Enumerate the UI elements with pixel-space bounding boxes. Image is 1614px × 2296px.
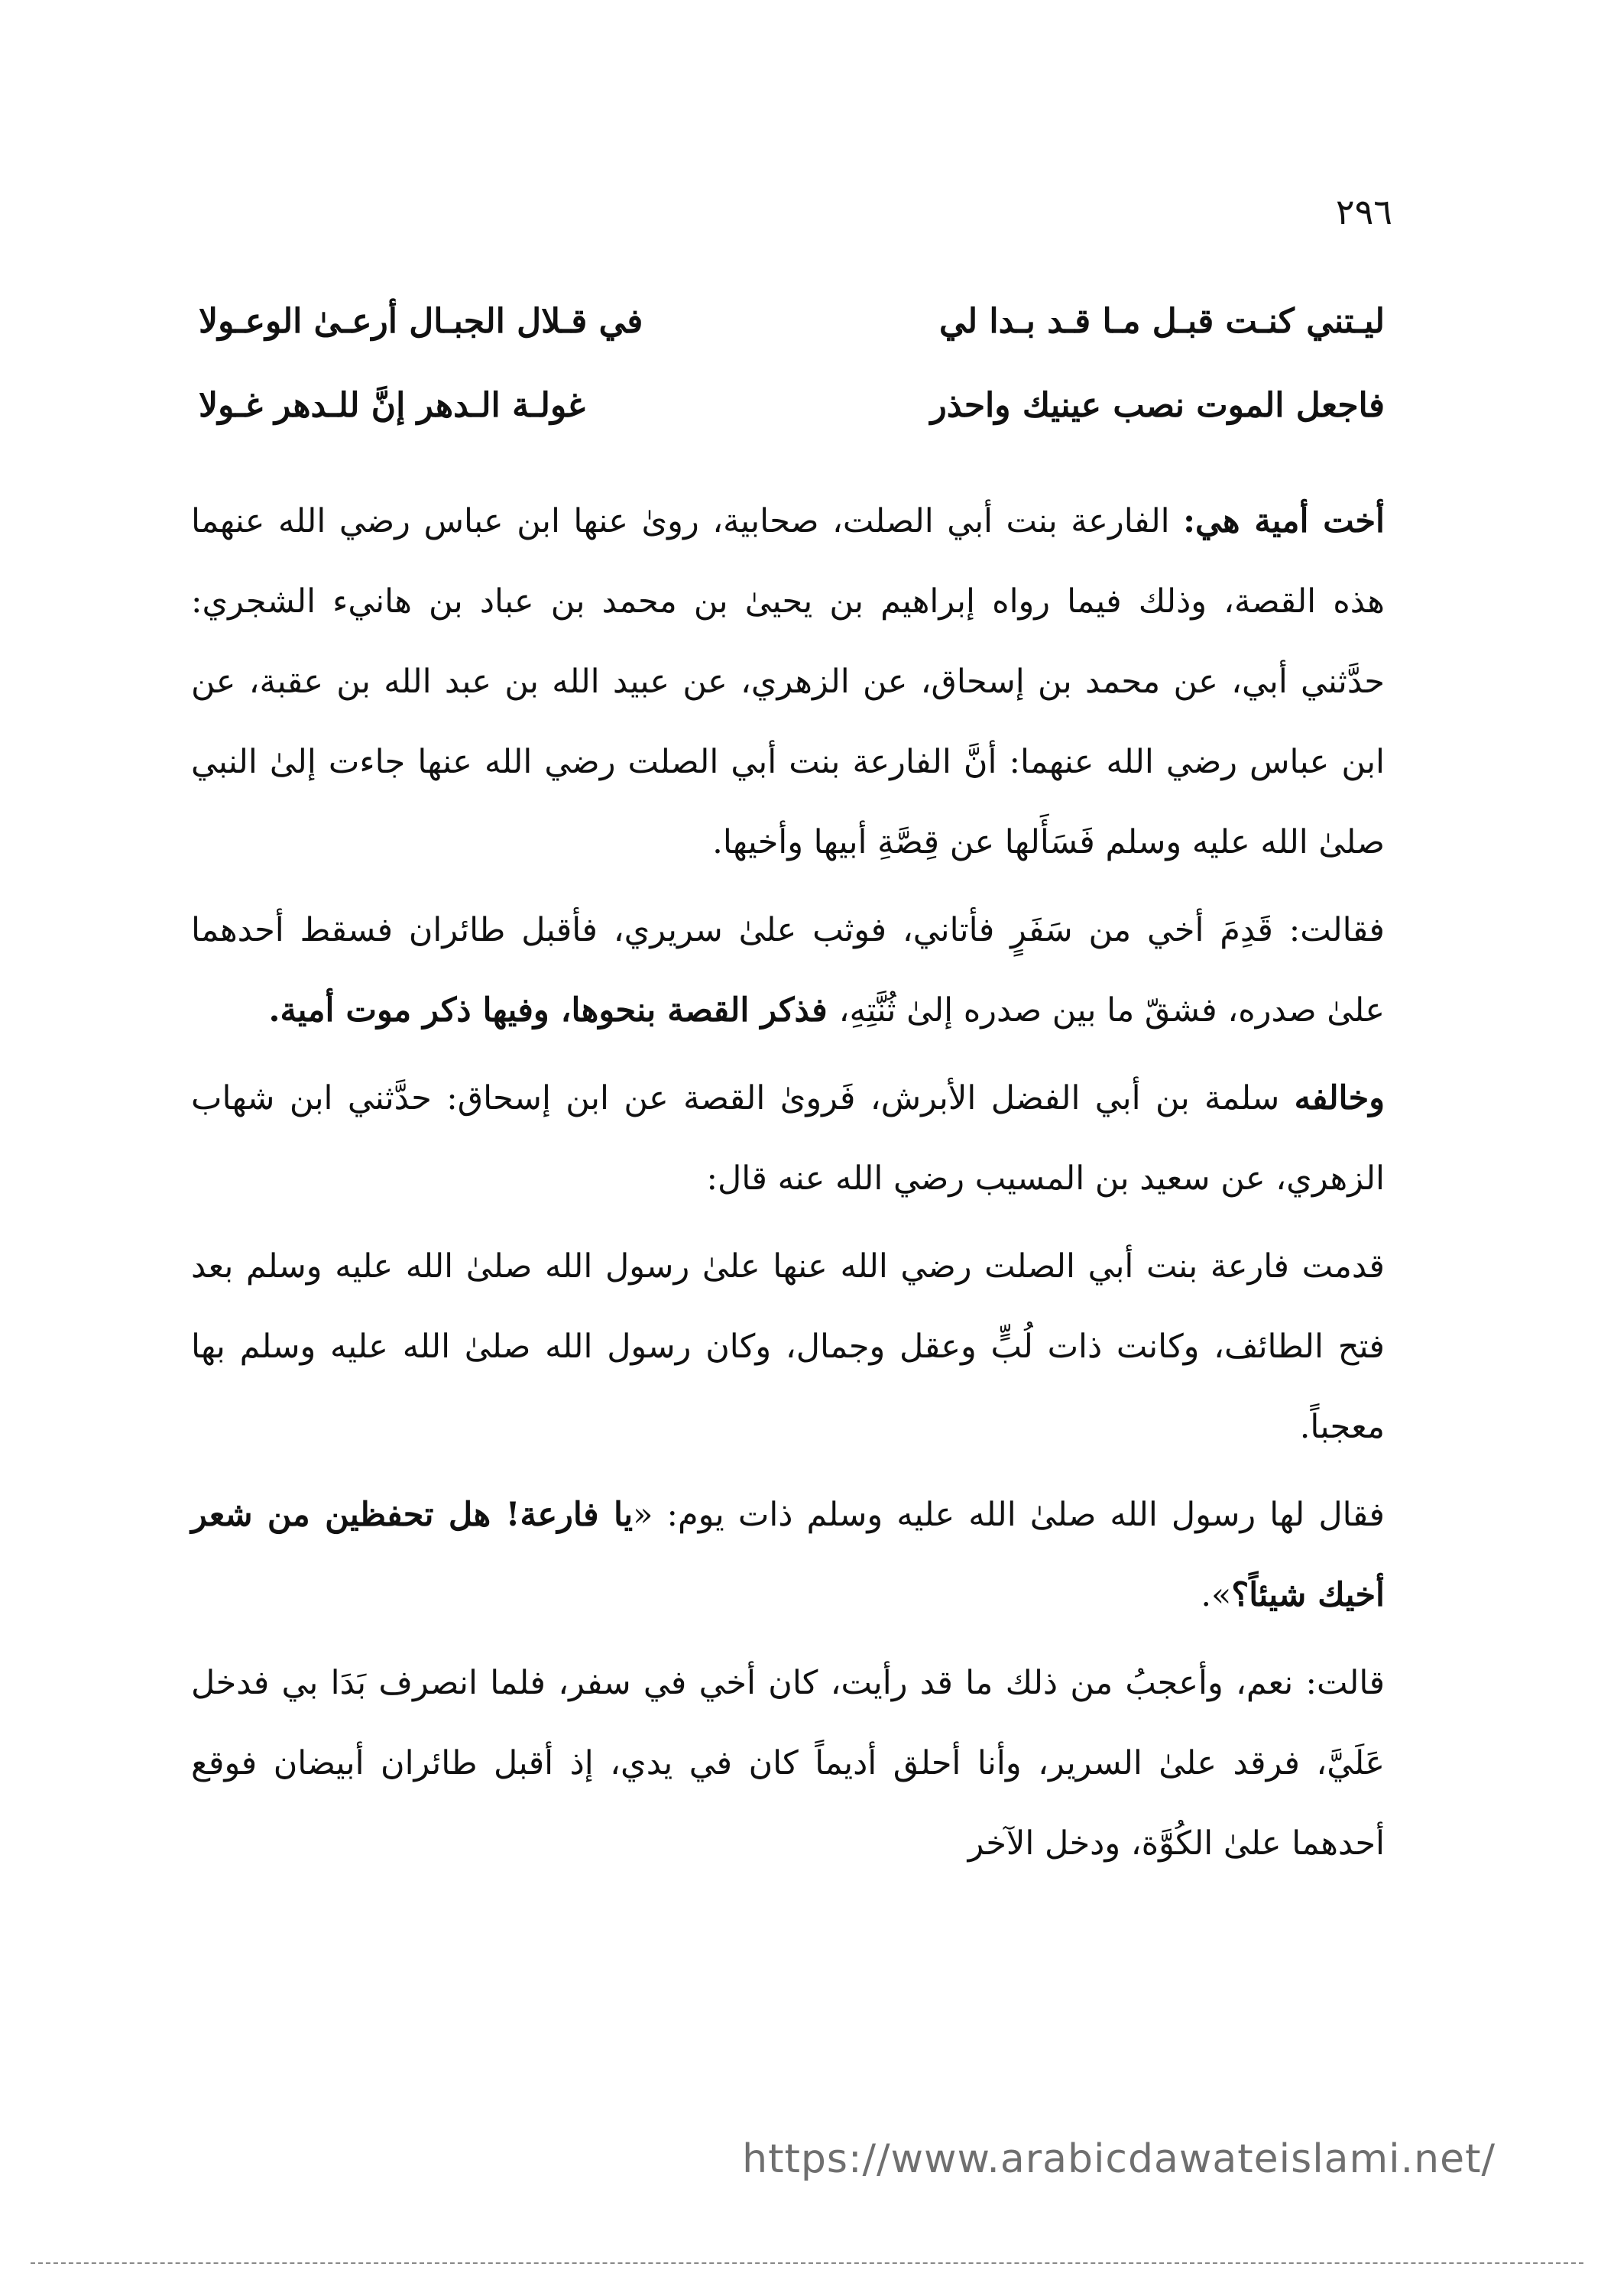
paragraph-2 bbox=[191, 890, 1385, 1051]
verse-2-first-hemistich: فاجعل الموت نصب عينيك واحذر bbox=[930, 386, 1385, 425]
paragraph-5-text: فقال لها رسول الله صلىٰ الله عليه وسلم ذات يوم: « bbox=[633, 1496, 1385, 1534]
paragraph-6-text: قالت: نعم، وأعجبُ من ذلك ما قد رأيت، كان أخي في سفر، فلما انصرف بَدَا بي فدخل عَلَيَّ، فرقد علىٰ السرير، وأنا أحلق أديماً كان في يدي، إذ أقبل طائران أبيضان فوقع أحدهما علىٰ الكُوَّة، ودخل الآخر bbox=[191, 1664, 1385, 1863]
verse-1-first-hemistich: ليـتني كنـت قبـل مـا قـد بـدا لي bbox=[939, 302, 1385, 341]
paragraph-2-emphasis: فذكر القصة بنحوها، وفيها ذكر موت أمية. bbox=[268, 991, 839, 1030]
paragraph-1-lead: أخت أمية هي: bbox=[1183, 502, 1386, 540]
footer-divider bbox=[31, 2262, 1583, 2264]
paragraph-5-tail: ». bbox=[1201, 1576, 1232, 1614]
body-text bbox=[191, 482, 1385, 1892]
paragraph-3-lead: وخالفه bbox=[1294, 1079, 1385, 1117]
paragraph-4-text: قدمت فارعة بنت أبي الصلت رضي الله عنها علىٰ رسول الله صلىٰ الله عليه وسلم بعد فتح الطائف، وكانت ذات لُبٍّ وعقل وجمال، وكان رسول الله صلىٰ الله عليه وسلم بها معجباً. bbox=[191, 1247, 1385, 1446]
verse-line-2 bbox=[199, 386, 1385, 447]
paragraph-2-text: فقالت: قَدِمَ أخي من سَفَرٍ فأتاني، فوثب علىٰ سريري، فأقبل طائران فسقط أحدهما علىٰ صدره، فشقّ ما بين صدره إلىٰ ثُنَّتِهِ، bbox=[191, 911, 1385, 1030]
paragraph-4 bbox=[191, 1227, 1385, 1467]
paragraph-3 bbox=[191, 1059, 1385, 1219]
paragraph-1-text: الفارعة بنت أبي الصلت، صحابية، روىٰ عنها ابن عباس رضي الله عنهما هذه القصة، وذلك فيما رواه إبراهيم بن يحيىٰ بن محمد بن عباد بن هانيء الشجري: حدَّثني أبي، عن محمد بن إسحاق، عن الزهري، عن عبيد الله بن عبد الله بن عقبة، عن ابن عباس رضي الله عنهما: أنَّ الفارعة بنت أبي الصلت رضي الله عنها جاءت إلىٰ النبي صلىٰ الله عليه وسلم فَسَأَلها عن قِصَّةِ أبيها وأخيها. bbox=[191, 502, 1385, 861]
page-number: ٢٩٦ bbox=[1335, 191, 1392, 232]
paragraph-6 bbox=[191, 1643, 1385, 1884]
watermark-url: https://www.arabicdawateislami.net/ bbox=[742, 2136, 1496, 2182]
paragraph-5-emphasis: يا فارعة! هل تحفظين من شعر أخيك شيئاً؟ bbox=[191, 1496, 1385, 1614]
verse-1-second-hemistich: في قـلال الجبـال أرعـىٰ الوعـولا bbox=[199, 302, 643, 341]
paragraph-1 bbox=[191, 482, 1385, 883]
paragraph-5 bbox=[191, 1475, 1385, 1636]
verse-line-1 bbox=[199, 302, 1385, 363]
paragraph-3-text: سلمة بن أبي الفضل الأبرش، فَروىٰ القصة عن ابن إسحاق: حدَّثني ابن شهاب الزهري، عن سعيد بن المسيب رضي الله عنه قال: bbox=[191, 1079, 1385, 1198]
verse-2-second-hemistich: غولـة الـدهر إنَّ للـدهر غـولا bbox=[199, 386, 585, 425]
